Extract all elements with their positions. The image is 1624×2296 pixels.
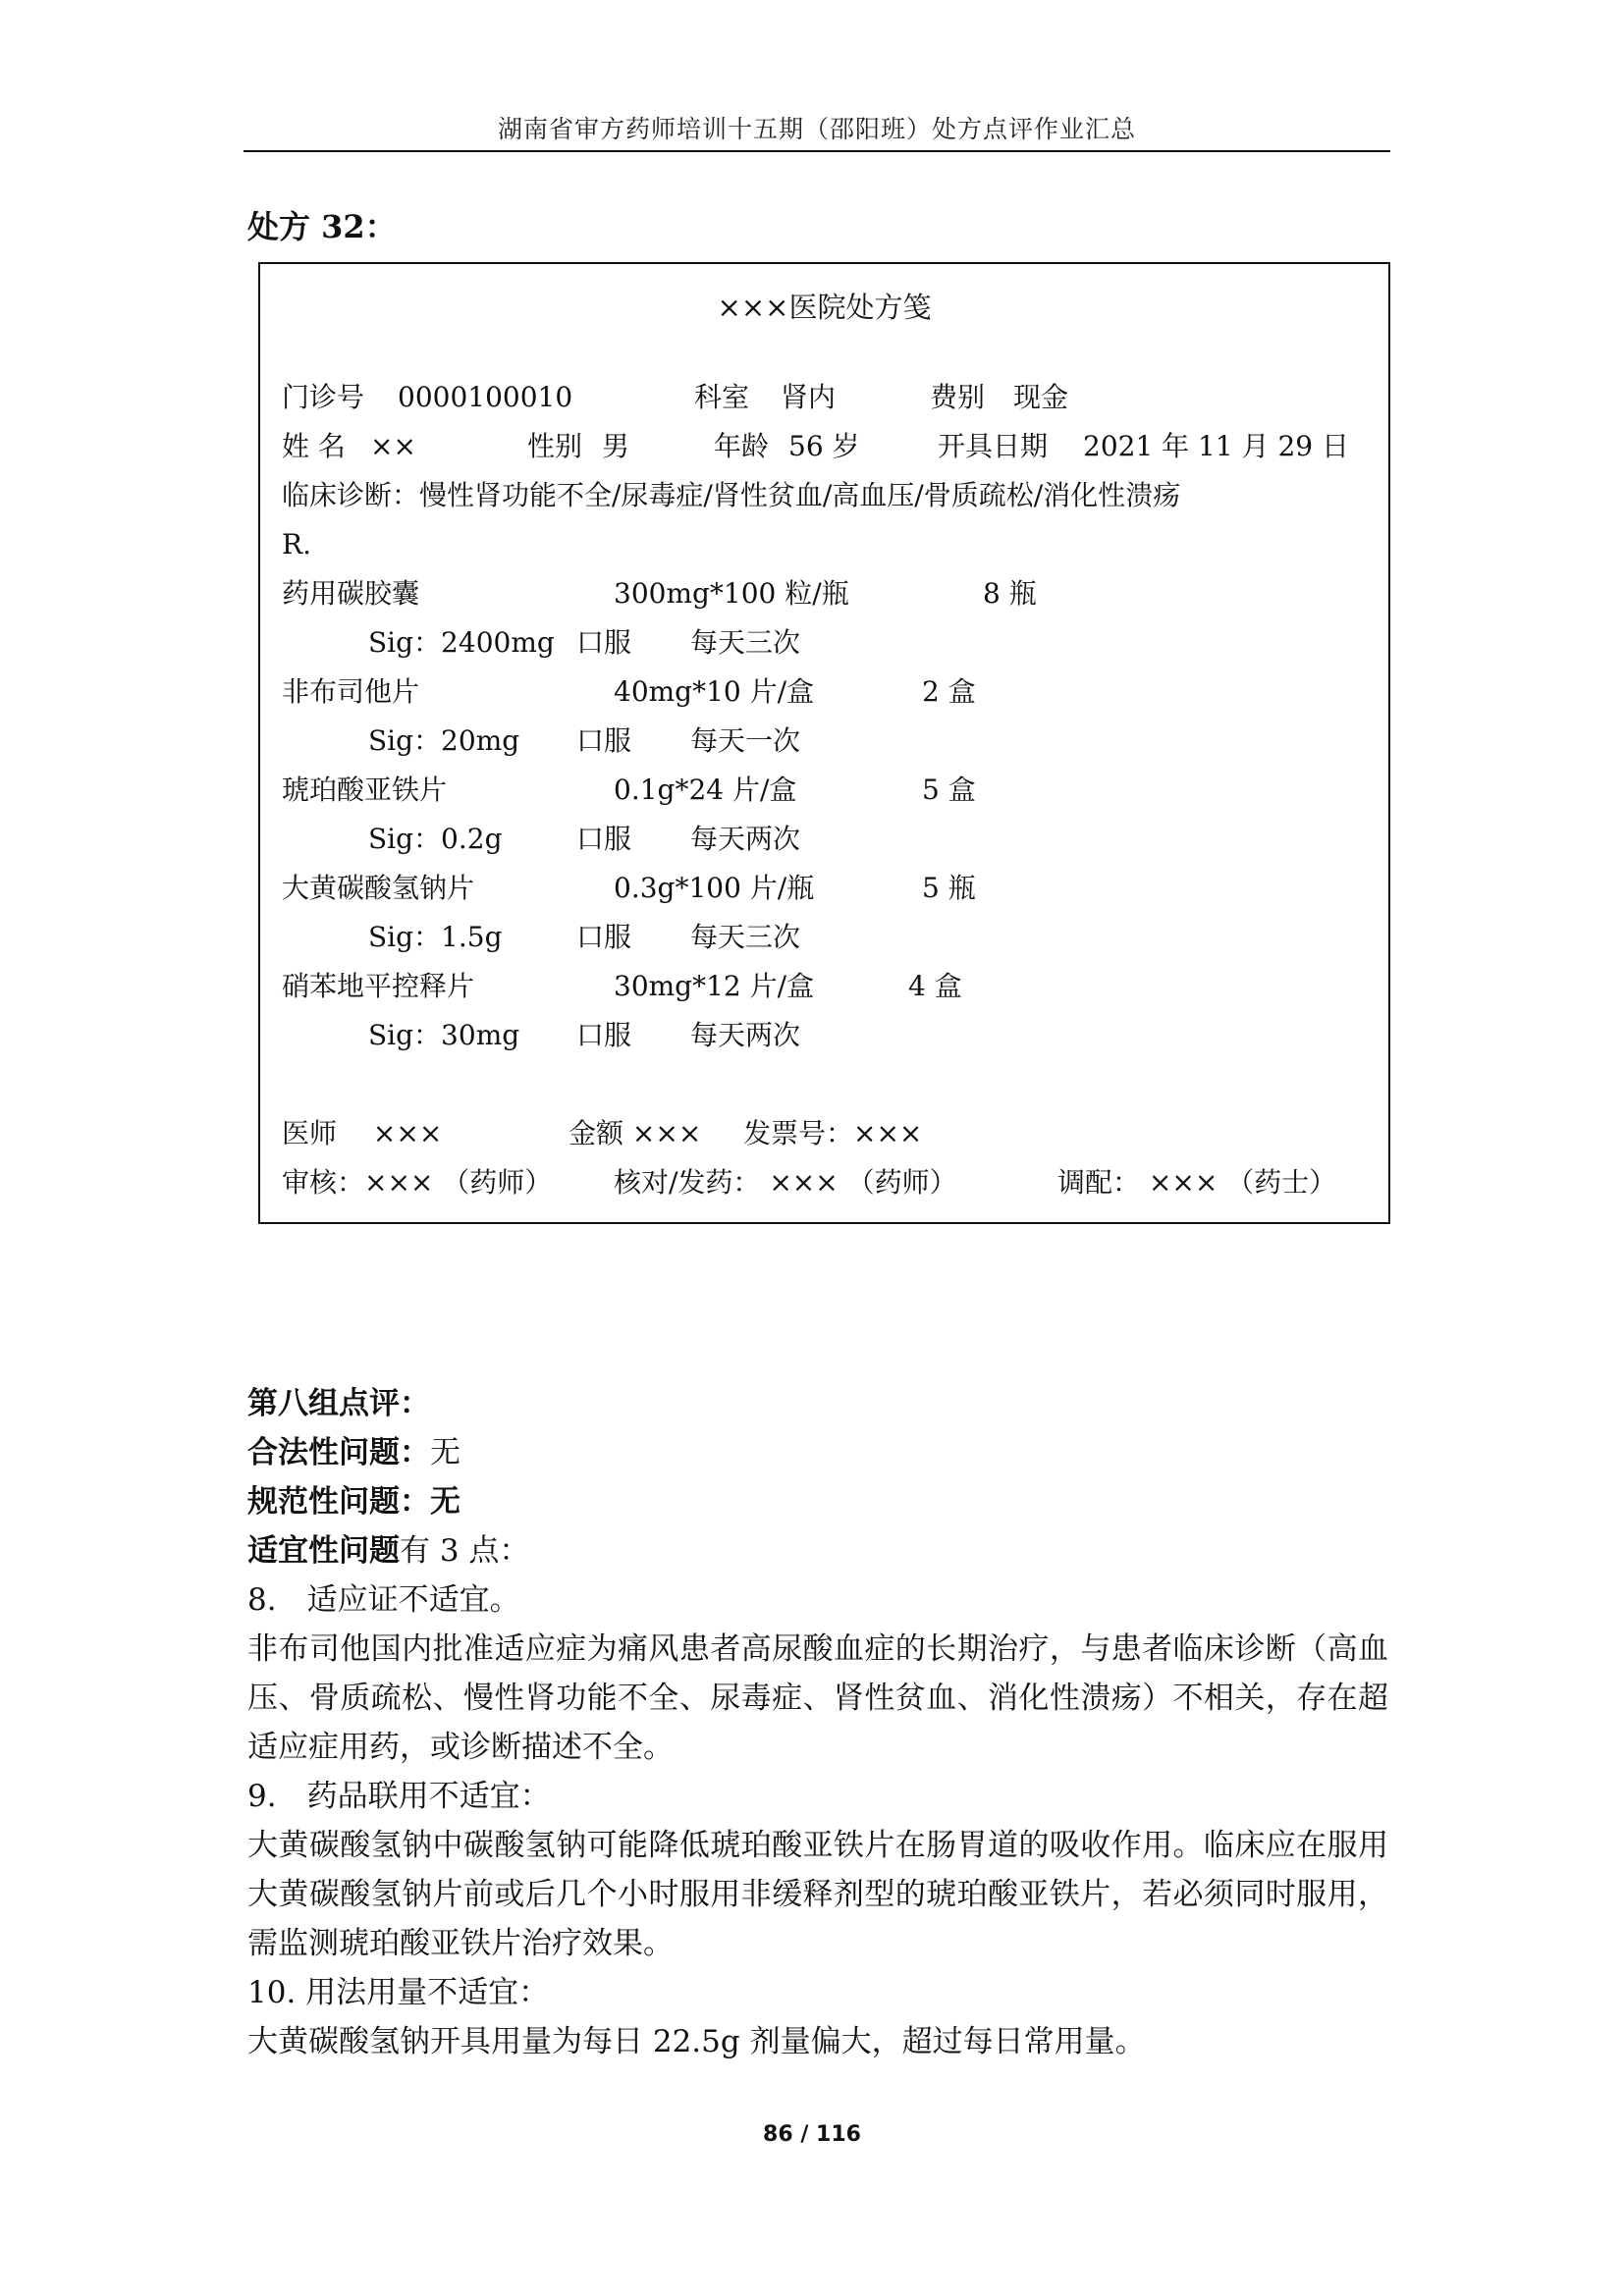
drug-name: 非布司他片 [282, 675, 420, 708]
legal-value: 无 [430, 1435, 460, 1470]
drug-sig-row [282, 623, 1362, 663]
page-number: 86 / 116 [763, 2122, 861, 2147]
doctor-amount-line [282, 1114, 1362, 1153]
prescription-title: ×××医院处方笺 [717, 291, 932, 324]
clinic-info-line [282, 378, 1362, 417]
name-label: 姓 名 [282, 430, 346, 462]
check-signature: 核对/发药： ××× （药师） [614, 1166, 957, 1199]
fit-issue [247, 1526, 1388, 1575]
drug-name: 大黄碳酸氢钠片 [282, 872, 475, 904]
drug-route: 口服 [576, 724, 632, 757]
drug-spec: 0.3g*100 片/瓶 [614, 872, 815, 904]
drug-spec: 40mg*10 片/盒 [614, 675, 815, 708]
date-label: 开具日期 [938, 430, 1049, 462]
fee-label: 费别 [930, 381, 986, 413]
drug-quantity: 4 盒 [908, 970, 962, 1002]
drug-dose: Sig：30mg [368, 1019, 520, 1051]
drug-sig-row [282, 918, 1362, 957]
item-9-text: 大黄碳酸氢钠中碳酸氢钠可能降低琥珀酸亚铁片在肠胃道的吸收作用。临床应在服用大黄碳酸氢钠片前或后几个小时服用非缓释剂型的琥珀酸亚铁片，若必须同时服用，需监测琥珀酸亚铁片治疗效果。 [247, 1828, 1388, 1961]
drug-frequency: 每天一次 [690, 724, 801, 757]
drug-row [282, 869, 1362, 908]
drug-quantity: 2 盒 [922, 675, 976, 708]
invoice-number: 发票号：××× [743, 1117, 923, 1149]
drug-frequency: 每天三次 [690, 921, 801, 953]
drug-frequency: 每天两次 [690, 1019, 801, 1051]
fee-value: 现金 [1013, 381, 1069, 413]
page-header: 湖南省审方药师培训十五期（邵阳班）处方点评作业汇总 [497, 115, 1136, 143]
diagnosis: 临床诊断：慢性肾功能不全/尿毒症/肾性贫血/高血压/骨质疏松/消化性溃疡 [282, 479, 1181, 511]
drug-frequency: 每天两次 [690, 823, 801, 855]
drug-row [282, 574, 1362, 614]
dept-label: 科室 [694, 381, 750, 413]
dept-value: 肾内 [781, 381, 837, 413]
clinic-number: 0000100010 [398, 381, 573, 413]
item-8-text: 非布司他国内批准适应症为痛风患者高尿酸血症的长期治疗，与患者临床诊断（高血压、骨质疏松、慢性肾功能不全、尿毒症、肾性贫血、消化性溃疡）不相关，存在超适应症用药，或诊断描述不全。 [247, 1631, 1388, 1765]
sex-label: 性别 [527, 430, 583, 462]
review-group-title: 第八组点评： [247, 1386, 430, 1421]
drug-quantity: 5 盒 [922, 774, 976, 806]
dispense-signature: 调配： ××× （药士） [1057, 1166, 1337, 1199]
doctor: 医师 ××× [282, 1117, 443, 1149]
norm-issue [247, 1477, 1388, 1526]
drug-sig-row [282, 820, 1362, 859]
drug-frequency: 每天三次 [690, 626, 801, 659]
drug-dose: Sig：2400mg [368, 626, 555, 659]
sex-value: 男 [602, 430, 630, 462]
drug-name: 药用碳胶囊 [282, 577, 420, 610]
legal-issue [247, 1428, 1388, 1477]
section-title: 处方 32： [247, 208, 397, 245]
fit-label: 适宜性问题 [247, 1533, 400, 1569]
fit-value: 有 3 点： [400, 1533, 530, 1569]
drug-sig-row [282, 721, 1362, 761]
drug-dose: Sig：20mg [368, 724, 520, 757]
drug-quantity: 8 瓶 [983, 577, 1037, 610]
drug-route: 口服 [576, 921, 632, 953]
drug-route: 口服 [576, 823, 632, 855]
clinic-label: 门诊号 [282, 381, 365, 413]
legal-label: 合法性问题： [247, 1435, 430, 1470]
amount: 金额 ××× [568, 1117, 702, 1149]
drug-route: 口服 [576, 626, 632, 659]
drug-name: 琥珀酸亚铁片 [282, 774, 448, 806]
rx-mark: R. [282, 528, 311, 561]
drug-route: 口服 [576, 1019, 632, 1051]
drug-name: 硝苯地平控释片 [282, 970, 475, 1002]
signature-line [282, 1163, 1362, 1202]
item-10-text: 大黄碳酸氢钠开具用量为每日 22.5g 剂量偏大，超过每日常用量。 [247, 2024, 1146, 2059]
drug-spec: 30mg*12 片/盒 [614, 970, 815, 1002]
drug-quantity: 5 瓶 [922, 872, 976, 904]
norm-value: 无 [430, 1484, 460, 1520]
age-label: 年龄 [714, 430, 770, 462]
drug-row [282, 771, 1362, 810]
drug-row [282, 967, 1362, 1006]
item-9-title: 9. 药品联用不适宜： [247, 1779, 551, 1814]
review-section [247, 1379, 1388, 2066]
drug-spec: 300mg*100 粒/瓶 [614, 577, 849, 610]
drug-row [282, 672, 1362, 712]
patient-info-line [282, 427, 1362, 466]
norm-label: 规范性问题： [247, 1484, 430, 1520]
date-value: 2021 年 11 月 29 日 [1083, 430, 1350, 462]
drug-spec: 0.1g*24 片/盒 [614, 774, 797, 806]
age-value: 56 岁 [788, 430, 860, 462]
prescription-box [258, 262, 1390, 1224]
item-10-title: 10. 用法用量不适宜： [247, 1975, 550, 2010]
drug-sig-row [282, 1016, 1362, 1055]
review-signature: 审核：××× （药师） [282, 1166, 553, 1199]
patient-name: ×× [370, 430, 416, 462]
drug-dose: Sig：0.2g [368, 823, 503, 855]
item-8-title: 8. 适应证不适宜。 [247, 1582, 520, 1618]
drug-dose: Sig：1.5g [368, 921, 503, 953]
header-rule [244, 150, 1390, 152]
